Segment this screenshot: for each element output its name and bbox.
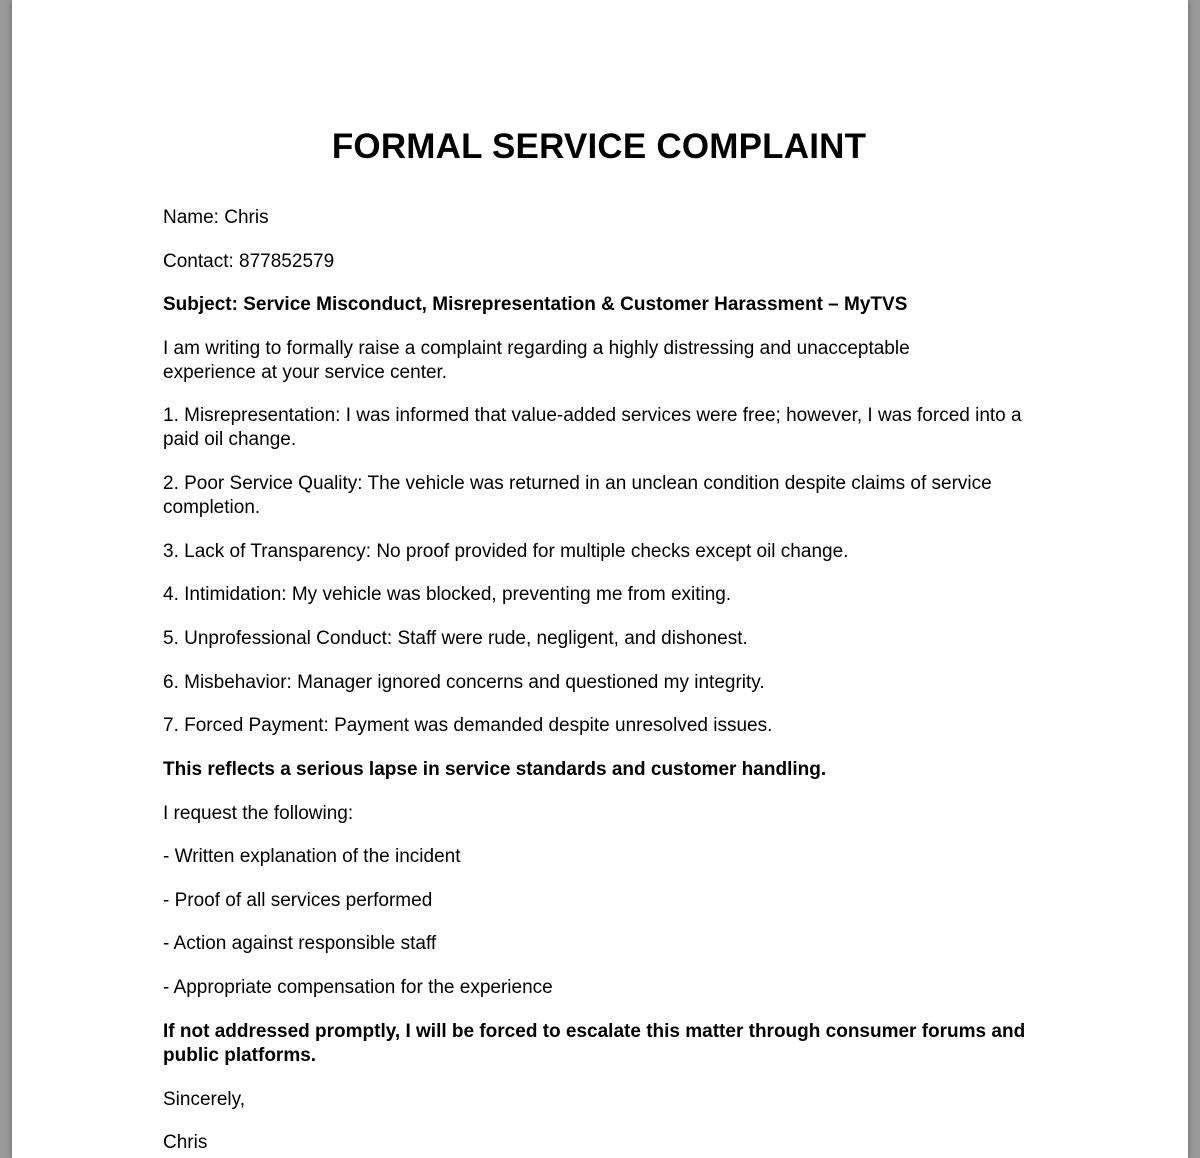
request-item: - Appropriate compensation for the experience [163, 977, 553, 998]
complaint-point: 4. Intimidation: My vehicle was blocked, preventing me from exiting. [163, 584, 732, 605]
lapse-statement: This reflects a serious lapse in service standards and customer handling. [163, 759, 827, 780]
complaint-point: 3. Lack of Transparency: No proof provided for multiple checks except oil change. [163, 541, 849, 562]
name-line: Name: Chris [163, 207, 269, 228]
complaint-point: 1. Misrepresentation: I was informed that value-added services were free; however, I was forced into a paid oil change. [163, 405, 1022, 450]
request-item: - Proof of all services performed [163, 890, 433, 911]
document-page [12, 0, 1188, 1158]
closing: Sincerely, [163, 1089, 246, 1110]
request-intro: I request the following: [163, 803, 354, 824]
complaint-point: 6. Misbehavior: Manager ignored concerns and questioned my integrity. [163, 672, 765, 693]
subject-line: Subject: Service Misconduct, Misrepresentation & Customer Harassment – MyTVS [163, 294, 908, 315]
complaint-point: 2. Poor Service Quality: The vehicle was returned in an unclean condition despite claims of service completion. [163, 473, 992, 518]
intro-paragraph: I am writing to formally raise a complaint regarding a highly distressing and unacceptable experience at your service center. [163, 338, 910, 383]
contact-line: Contact: 877852579 [163, 251, 335, 272]
complaint-point: 7. Forced Payment: Payment was demanded despite unresolved issues. [163, 715, 773, 736]
request-item: - Written explanation of the incident [163, 846, 461, 867]
complaint-point: 5. Unprofessional Conduct: Staff were rude, negligent, and dishonest. [163, 628, 748, 649]
document-title: FORMAL SERVICE COMPLAINT [331, 127, 867, 166]
signature: Chris [163, 1132, 208, 1153]
escalation-statement: If not addressed promptly, I will be forced to escalate this matter through consumer forums and public platforms. [163, 1021, 1026, 1066]
request-item: - Action against responsible staff [163, 933, 437, 954]
